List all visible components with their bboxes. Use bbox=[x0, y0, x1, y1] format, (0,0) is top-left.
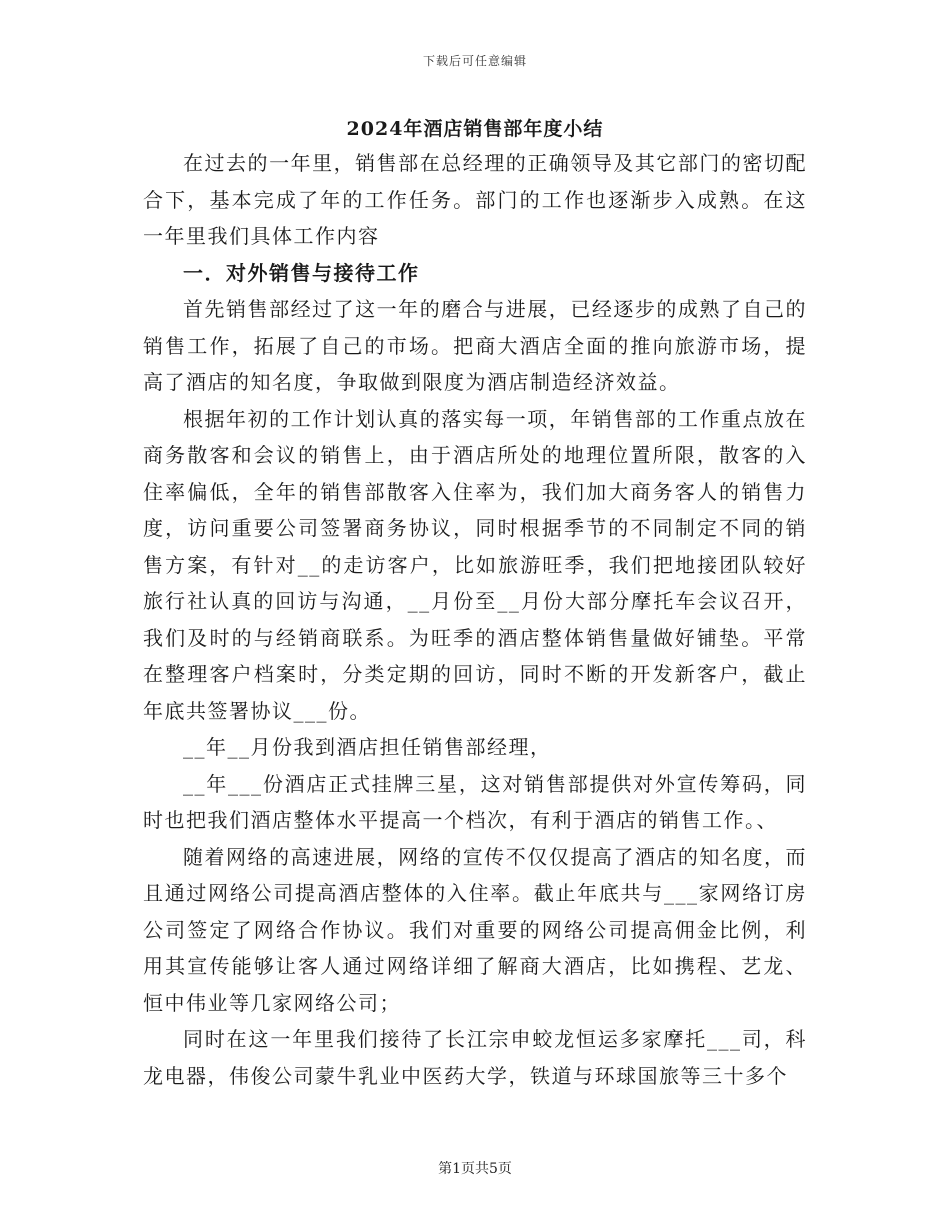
page-header-note: 下载后可任意编辑 bbox=[422, 54, 527, 68]
body-paragraph: 随着网络的高速进展，网络的宣传不仅仅提高了酒店的知名度，而且通过网络公司提高酒店整体的入住率。截止年底共与___家网络订房公司签定了网络合作协议。我们对重要的网络公司提高佣金比例，利用其宣传能够让客人通过网络详细了解商大酒店，比如携程、艺龙、恒中伟业等几家网络公司； bbox=[143, 844, 807, 1015]
body-paragraph: 根据年初的工作计划认真的落实每一项，年销售部的工作重点放在商务散客和会议的销售上，由于酒店所处的地理位置所限，散客的入住率偏低，全年的销售部散客入住率为，我们加大商务客人的销售力度，访问重要公司签署商务协议，同时根据季节的不同制定不同的销售方案，有针对__的走访客户，比如旅游旺季，我们把地接团队较好旅行社认真的回访与沟通，__月份至__月份大部分摩托车会议召开，我们及时的与经销商联系。为旺季的酒店整体销售量做好铺垫。平常在整理客户档案时，分类定期的回访，同时不断的开发新客户，截止年底共签署协议___份。 bbox=[143, 406, 807, 723]
body-paragraph: __年___份酒店正式挂牌三星，这对销售部提供对外宣传筹码，同时也把我们酒店整体水平提高一个档次，有利于酒店的销售工作。、 bbox=[143, 771, 807, 832]
body-paragraph: __年__月份我到酒店担任销售部经理， bbox=[183, 735, 552, 759]
body-paragraph: 首先销售部经过了这一年的磨合与进展，已经逐步的成熟了自己的销售工作，拓展了自己的市场。把商大酒店全面的推向旅游市场，提高了酒店的知名度，争取做到限度为酒店制造经济效益。 bbox=[143, 297, 807, 394]
document-title: 2024年酒店销售部年度小结 bbox=[346, 118, 604, 140]
section-heading: 一．对外销售与接待工作 bbox=[183, 260, 420, 285]
intro-paragraph: 在过去的一年里，销售部在总经理的正确领导及其它部门的密切配合下，基本完成了年的工作任务。部门的工作也逐渐步入成熟。在这一年里我们具体工作内容 bbox=[143, 151, 807, 248]
page-number: 第1页共5页 bbox=[438, 1161, 512, 1177]
document-body bbox=[143, 145, 807, 1094]
body-paragraph: 同时在这一年里我们接待了长江宗申蛟龙恒运多家摩托___司，科龙电器，伟俊公司蒙牛乳业中医药大学，铁道与环球国旅等三十多个 bbox=[143, 1027, 807, 1088]
